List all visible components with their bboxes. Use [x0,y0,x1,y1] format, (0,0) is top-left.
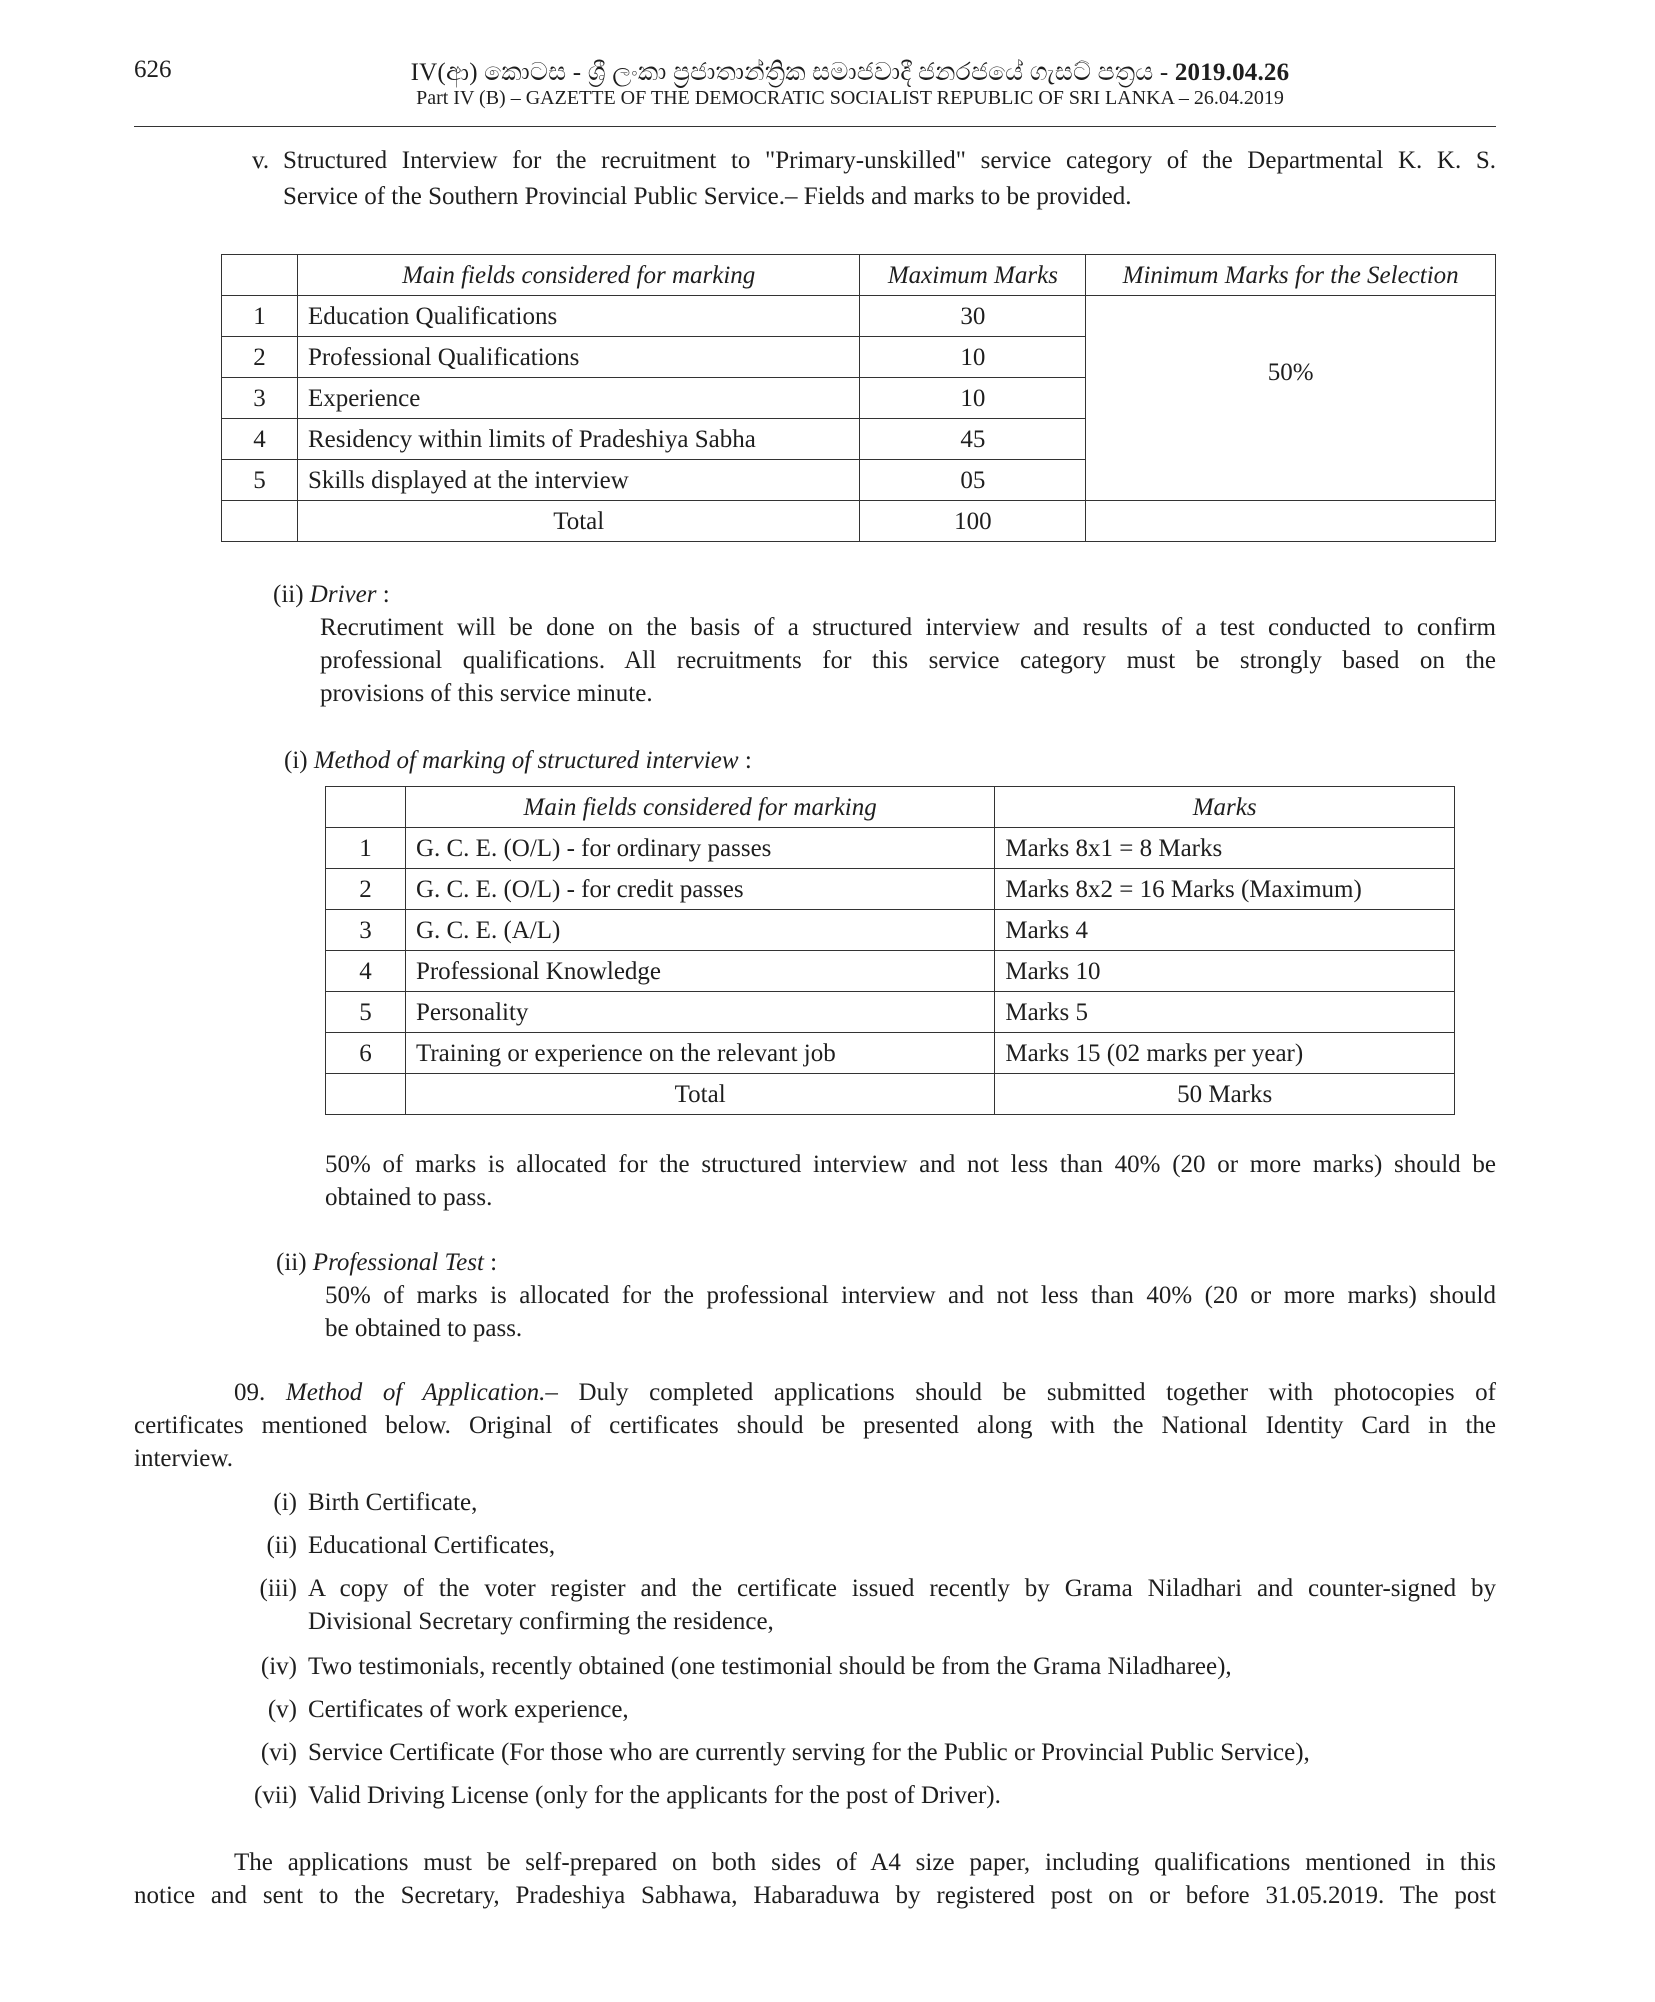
list-item-text: Certificates of work experience, [308,1696,629,1723]
table-row [326,869,1455,910]
structured-note-line2: obtained to pass. [325,1184,493,1211]
driver-para-line2: professional qualifications. All recruitments for this service category must be strongly based on the [320,647,1496,674]
page-number: 626 [134,56,172,83]
driver-marker: (ii) [273,581,304,608]
list-item-text: Birth Certificate, [308,1489,478,1516]
professional-test-heading [276,1246,497,1279]
professional-test-colon: : [483,1249,498,1276]
header-english-title: Part IV (B) – GAZETTE OF THE DEMOCRATIC SOCIALIST REPUBLIC OF SRI LANKA – 26.04.2019 [416,87,1284,109]
table-total-row [222,501,1496,542]
table-header-row [326,787,1455,828]
method-marker: (i) [284,747,308,774]
row-number: 4 [222,419,298,460]
list-item-text: Valid Driving License (only for the applicants for the post of Driver). [308,1782,1001,1809]
row-marks: Marks 8x2 = 16 Marks (Maximum) [995,869,1455,910]
professional-test-marker: (ii) [276,1249,307,1276]
row-number: 1 [326,828,406,869]
application-line3: interview. [134,1445,234,1472]
min-marks-value: 50% [1086,296,1496,501]
header-sinhala-title [330,56,1370,89]
row-number: 4 [326,951,406,992]
row-marks: Marks 4 [995,910,1455,951]
table-row [326,1033,1455,1074]
list-marker: (vi) [260,1739,297,1766]
total-empty-cell [1086,501,1496,542]
row-number: 1 [222,296,298,337]
header-cell: Marks [995,787,1455,828]
list-item-text: Educational Certificates, [308,1532,556,1559]
list-marker: (i) [273,1489,297,1516]
table-structured-interview [325,786,1455,1115]
row-marks: Marks 8x1 = 8 Marks [995,828,1455,869]
row-number: 5 [222,460,298,501]
row-field: Training or experience on the relevant job [405,1033,994,1074]
row-max-marks: 05 [860,460,1086,501]
row-max-marks: 10 [860,378,1086,419]
list-item-text: Service Certificate (For those who are currently serving for the Public or Provincial Public Service), [308,1739,1310,1766]
total-value: 50 Marks [995,1074,1455,1115]
header-cell: Maximum Marks [860,255,1086,296]
table-row [326,828,1455,869]
header-cell: Main fields considered for marking [297,255,860,296]
list-marker: (iv) [260,1653,297,1680]
row-field: Professional Knowledge [405,951,994,992]
header-cell: Minimum Marks for the Selection [1086,255,1496,296]
section-v-line1: Structured Interview for the recruitment to "Primary-unskilled" service category of the Departmental K. K. S. [283,147,1496,174]
driver-heading [273,578,390,611]
list-marker: (iii) [259,1575,297,1602]
list-item-text: Divisional Secretary confirming the residence, [308,1608,774,1635]
row-marks: Marks 15 (02 marks per year) [995,1033,1455,1074]
section-v-marker: v. [252,147,270,174]
row-field: Education Qualifications [297,296,860,337]
total-empty-cell [326,1074,406,1115]
application-line2: certificates mentioned below. Original of certificates should be presented along with the National Identity Card in the [134,1412,1496,1439]
final-para-line2: notice and sent to the Secretary, Pradeshiya Sabhawa, Habaraduwa by registered post on or before 31.05.2019. The post [134,1882,1496,1909]
driver-title: Driver [309,581,377,608]
row-number: 3 [326,910,406,951]
total-empty-cell [222,501,298,542]
list-item-text: Two testimonials, recently obtained (one testimonial should be from the Grama Niladharee), [308,1653,1232,1680]
professional-test-line2: be obtained to pass. [325,1315,523,1342]
method-colon: : [738,747,752,774]
row-field: G. C. E. (A/L) [405,910,994,951]
row-field: Residency within limits of Pradeshiya Sabha [297,419,860,460]
table-recruitment-marks [221,254,1496,542]
row-field: Experience [297,378,860,419]
table-row [222,296,1496,337]
method-heading [284,744,752,777]
header-sinhala-text: IV(ආ) කොටස - ශ්‍රී ලංකා ප්‍රජාතාන්ත්‍රික සමාජවාදී ජනරජයේ ගැසට් පත්‍රය - [410,59,1169,86]
application-title: Method of Application.– [285,1379,558,1406]
table-header-row [222,255,1496,296]
section-v-line2: Service of the Southern Provincial Public Service.– Fields and marks to be provided. [283,183,1132,210]
row-number: 6 [326,1033,406,1074]
row-field: Personality [405,992,994,1033]
row-field: Professional Qualifications [297,337,860,378]
list-marker: (ii) [266,1532,297,1559]
header-cell [222,255,298,296]
row-max-marks: 10 [860,337,1086,378]
method-title: Method of marking of structured interview [313,747,739,774]
header-cell [326,787,406,828]
structured-note-line1: 50% of marks is allocated for the structured interview and not less than 40% (20 or more marks) should be [325,1151,1496,1178]
application-line1 [234,1376,1496,1409]
row-marks: Marks 10 [995,951,1455,992]
row-field: Skills displayed at the interview [297,460,860,501]
header-sinhala-date: 2019.04.26 [1174,59,1290,86]
row-max-marks: 45 [860,419,1086,460]
header-rule [134,126,1496,127]
row-field: G. C. E. (O/L) - for ordinary passes [405,828,994,869]
table-row [326,910,1455,951]
total-value: 100 [860,501,1086,542]
list-marker: (v) [267,1696,297,1723]
row-number: 2 [326,869,406,910]
row-number: 3 [222,378,298,419]
row-number: 5 [326,992,406,1033]
header-cell: Main fields considered for marking [405,787,994,828]
table-total-row [326,1074,1455,1115]
total-label: Total [405,1074,994,1115]
driver-colon: : [376,581,390,608]
list-marker: (vii) [253,1782,297,1809]
total-label: Total [297,501,860,542]
table-row [326,951,1455,992]
row-max-marks: 30 [860,296,1086,337]
driver-para-line3: provisions of this service minute. [320,680,653,707]
application-number: 09. [234,1379,266,1406]
professional-test-title: Professional Test [312,1249,484,1276]
list-item-text: A copy of the voter register and the certificate issued recently by Grama Niladhari and counter-signed by [308,1575,1496,1602]
final-para-line1: The applications must be self-prepared on both sides of A4 size paper, including qualifications mentioned in this [234,1849,1496,1876]
table-row [326,992,1455,1033]
application-line1-rest: Duly completed applications should be submitted together with photocopies of [557,1379,1497,1406]
row-marks: Marks 5 [995,992,1455,1033]
professional-test-line1: 50% of marks is allocated for the professional interview and not less than 40% (20 or more marks) should [325,1282,1496,1309]
driver-para-line1: Recrutiment will be done on the basis of a structured interview and results of a test conducted to confirm [320,614,1496,641]
row-number: 2 [222,337,298,378]
row-field: G. C. E. (O/L) - for credit passes [405,869,994,910]
